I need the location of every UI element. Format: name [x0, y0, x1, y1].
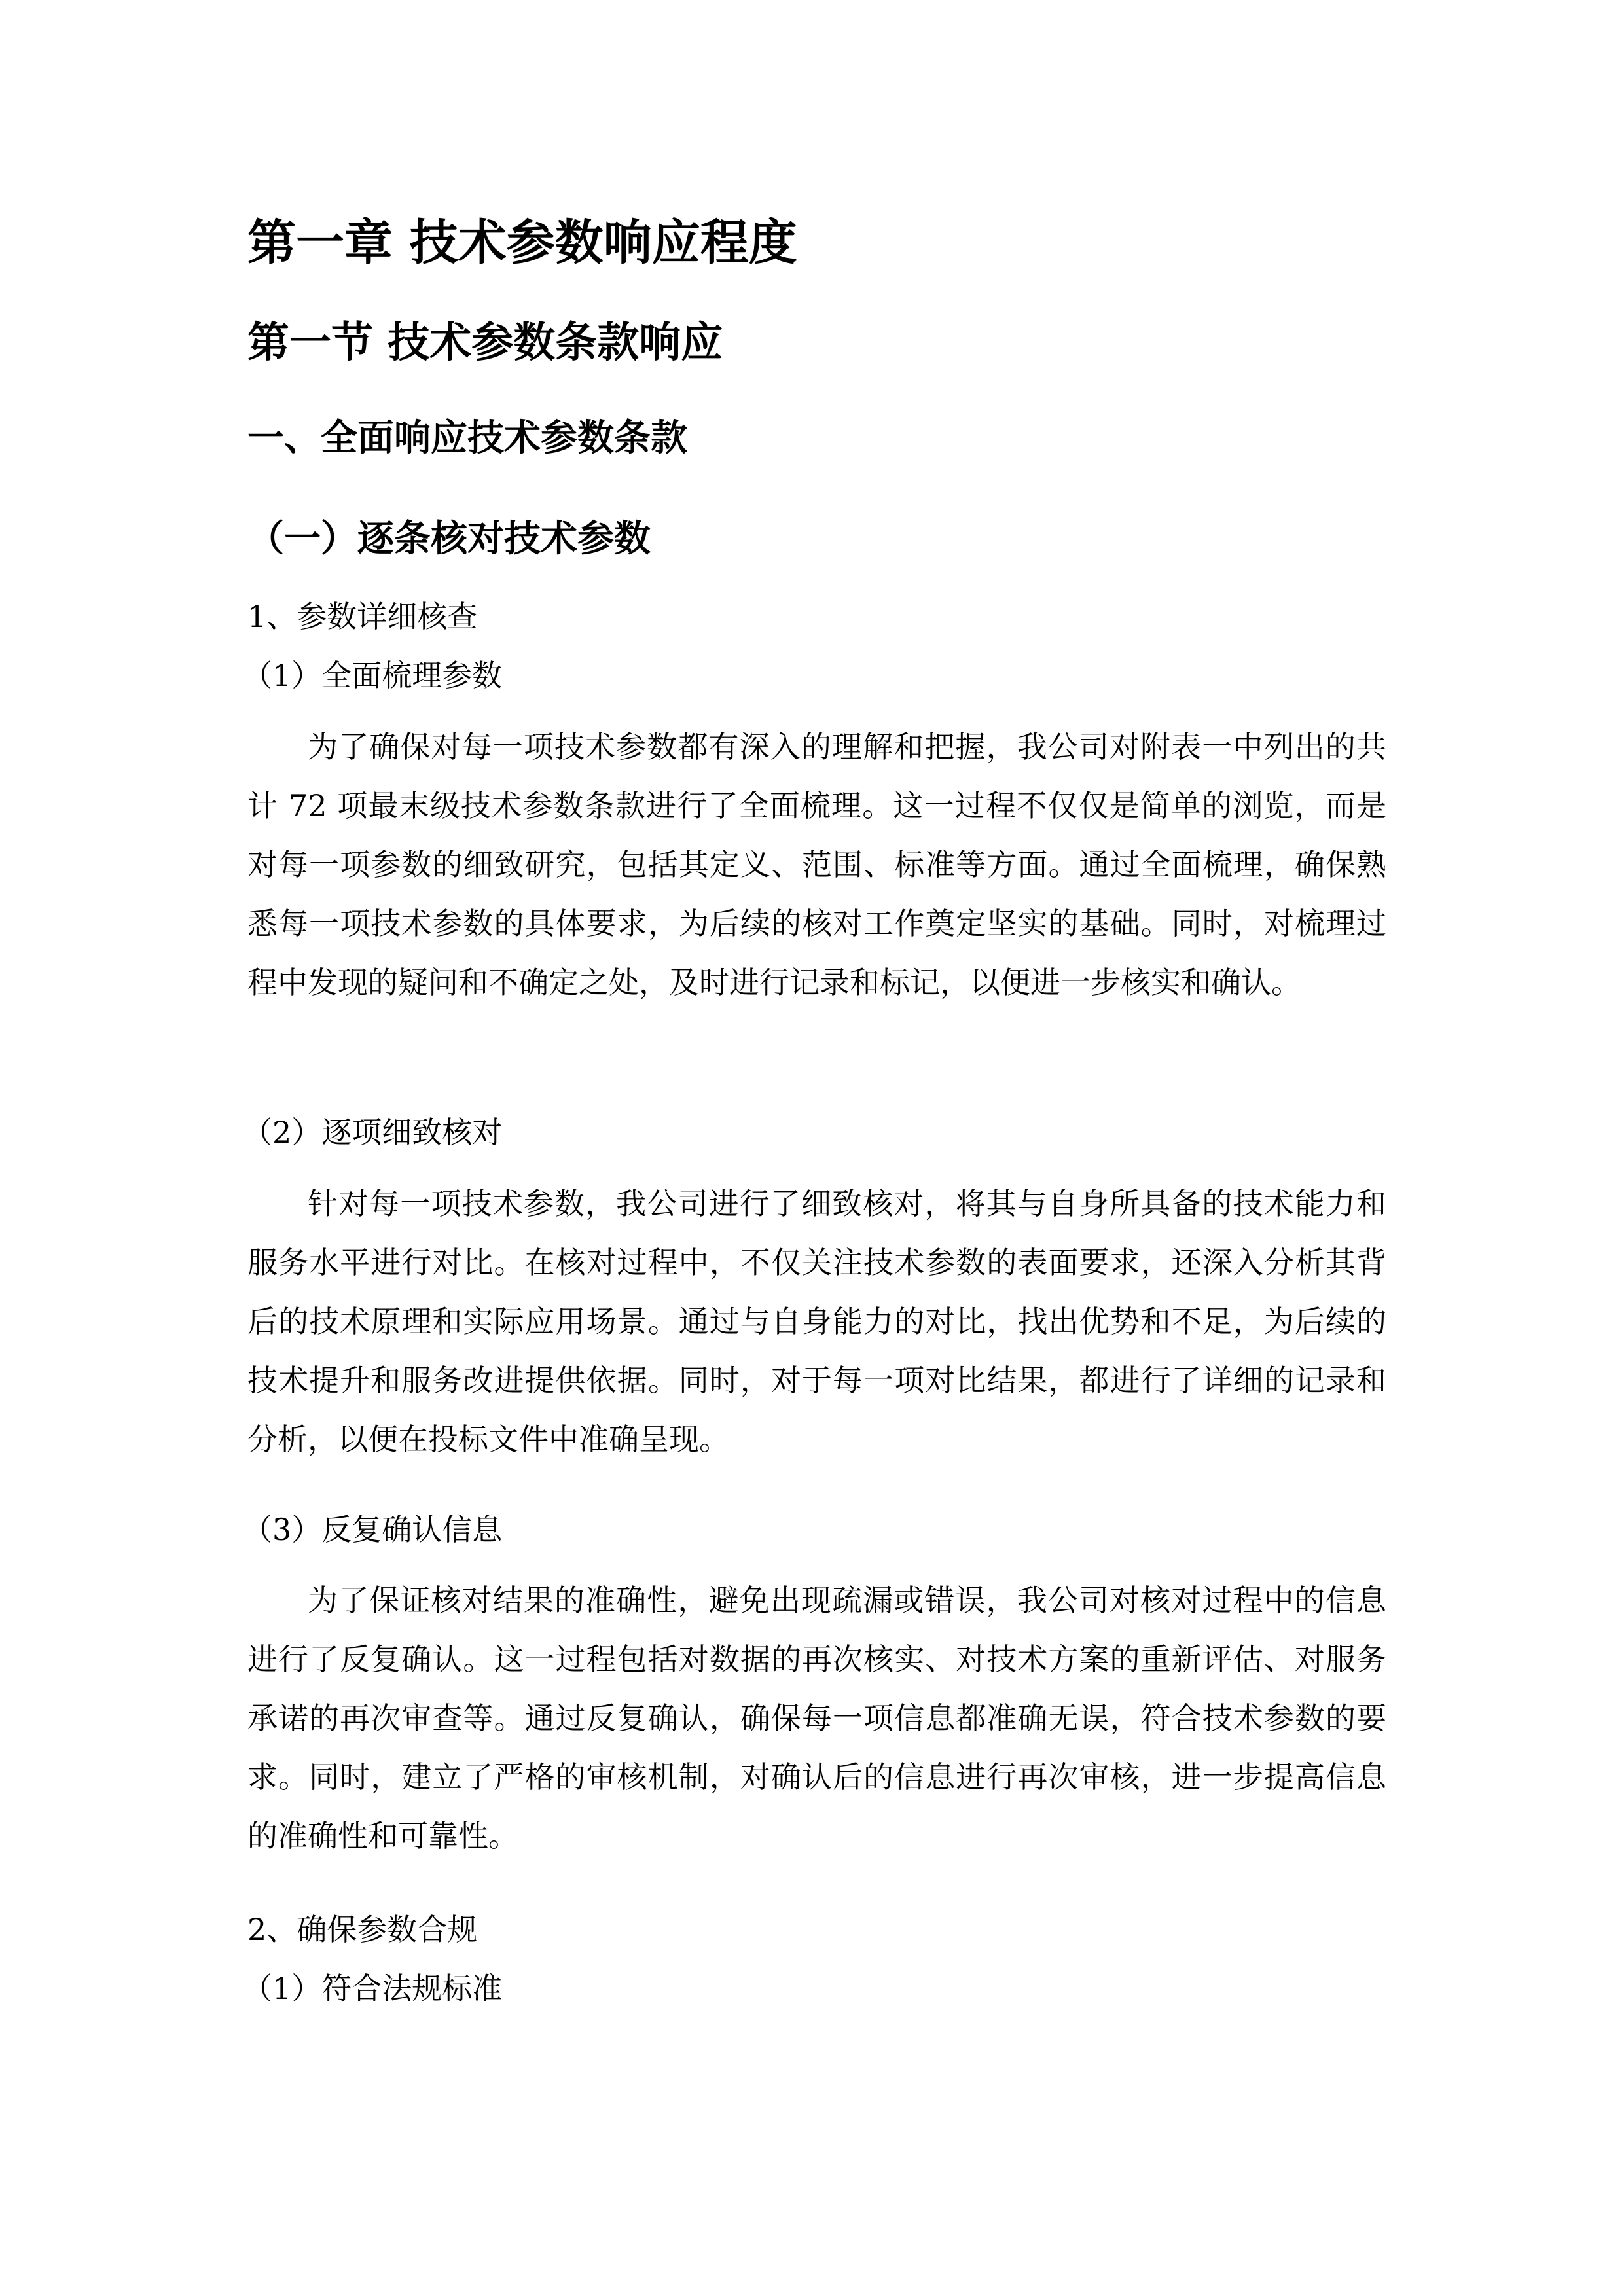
item1-sub2-title: （2）逐项细致核对 [242, 1115, 503, 1150]
item1-sub1-paragraph: 为了确保对每一项技术参数都有深入的理解和把握，我公司对附表一中列出的共计 72 项最末级技术参数条款进行了全面梳理。这一过程不仅仅是简单的浏览，而是对每一项参数的细致研究，包括其定义、范围、标准等方面。通过全面梳理，确保熟悉每一项技术参数的具体要求，为后续的核对工作奠定坚实的基础。同时，对梳理过程中发现的疑问和不确定之处，及时进行记录和标记，以便进一步核实和确认。 [247, 729, 1386, 1000]
subpart-title: （一）逐条核对技术参数 [247, 517, 651, 560]
item1-title: 1、参数详细核查 [247, 599, 478, 634]
chapter-title: 第一章 技术参数响应程度 [247, 215, 797, 271]
item1-sub3-title: （3）反复确认信息 [242, 1512, 503, 1547]
part-title: 一、全面响应技术参数条款 [247, 416, 687, 459]
section-title: 第一节 技术参数条款响应 [247, 319, 723, 367]
item1-sub3-paragraph: 为了保证核对结果的准确性，避免出现疏漏或错误，我公司对核对过程中的信息进行了反复确认。这一过程包括对数据的再次核实、对技术方案的重新评估、对服务承诺的再次审查等。通过反复确认，确保每一项信息都准确无误，符合技术参数的要求。同时，建立了严格的审核机制，对确认后的信息进行再次审核，进一步提高信息的准确性和可靠性。 [247, 1583, 1386, 1854]
item1-sub2-paragraph: 针对每一项技术参数，我公司进行了细致核对，将其与自身所具备的技术能力和服务水平进行对比。在核对过程中，不仅关注技术参数的表面要求，还深入分析其背后的技术原理和实际应用场景。通过与自身能力的对比，找出优势和不足，为后续的技术提升和服务改进提供依据。同时，对于每一项对比结果，都进行了详细的记录和分析，以便在投标文件中准确呈现。 [247, 1186, 1386, 1457]
item2-title: 2、确保参数合规 [247, 1912, 478, 1947]
item1-sub1-title: （1）全面梳理参数 [242, 658, 503, 693]
item2-sub1-title: （1）符合法规标准 [242, 1971, 503, 2006]
